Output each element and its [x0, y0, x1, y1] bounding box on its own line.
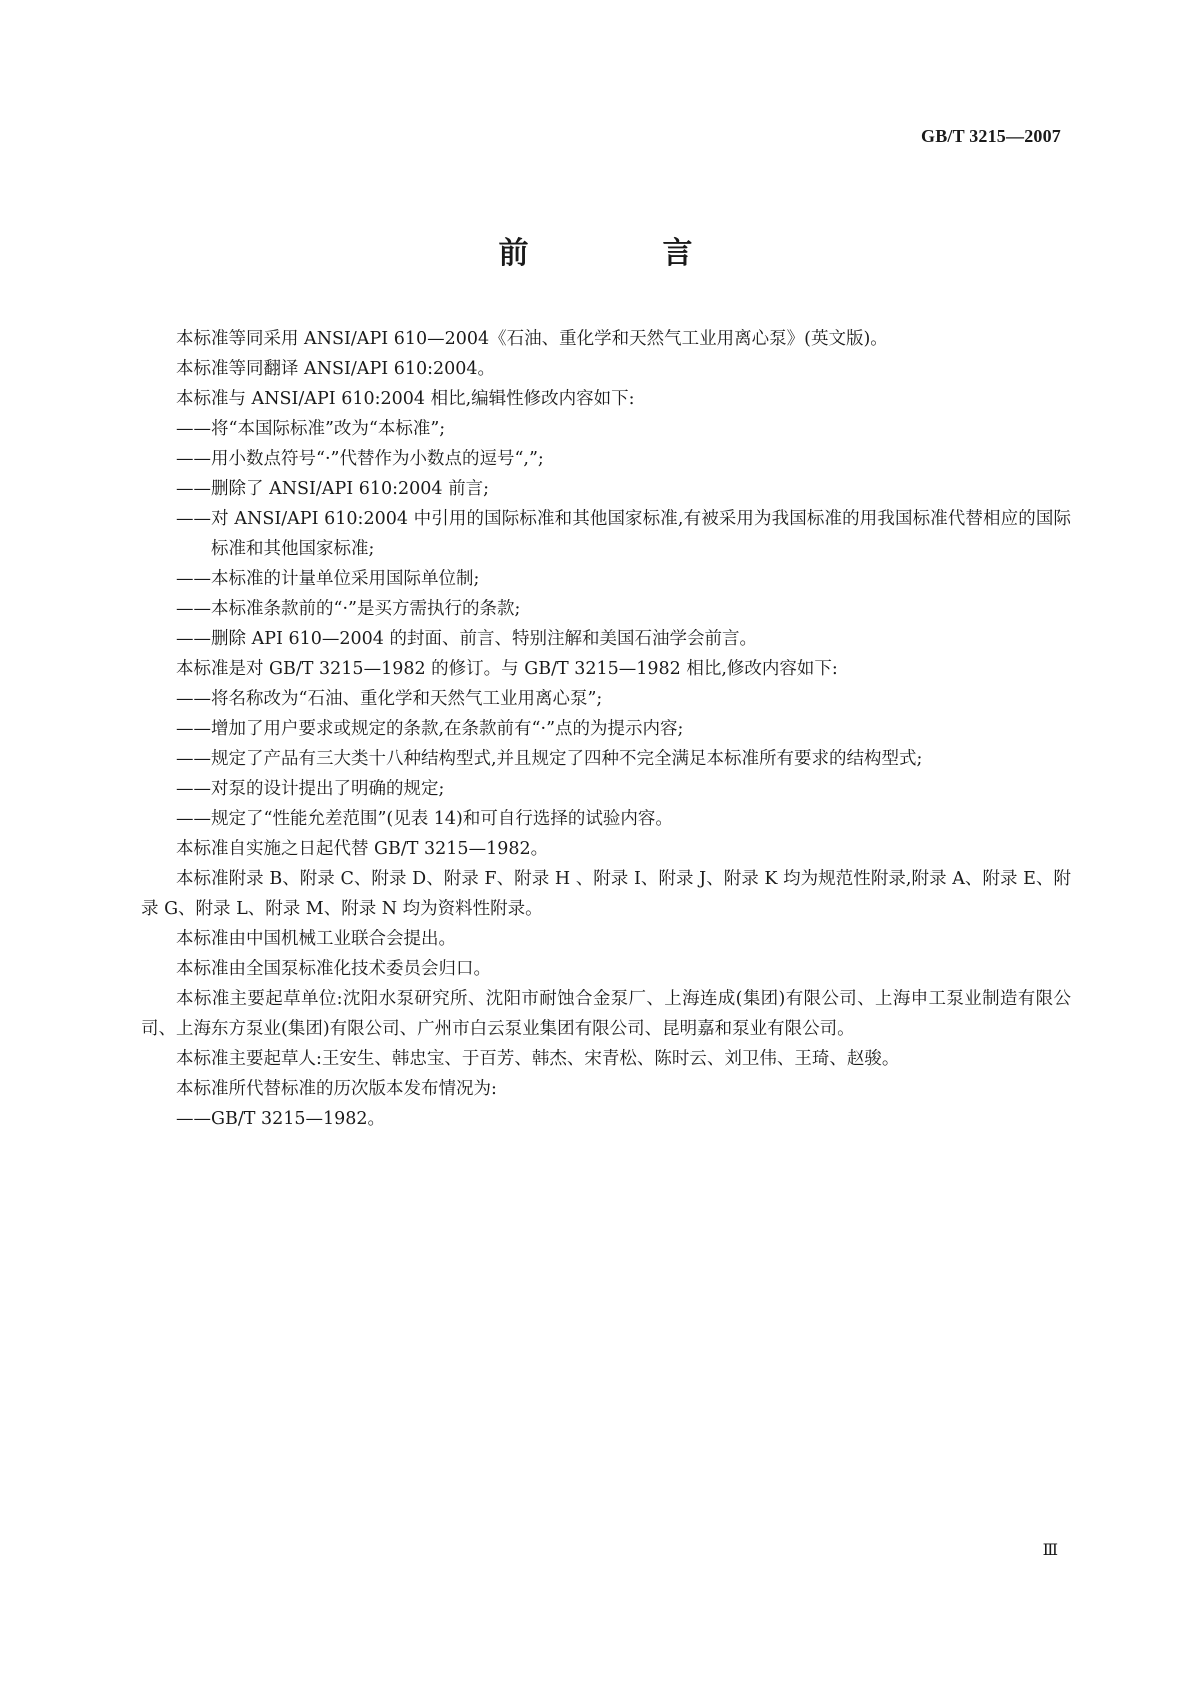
dash-item: ——删除 API 610—2004 的封面、前言、特别注解和美国石油学会前言。 [176, 629, 757, 649]
dash-item: ——规定了产品有三大类十八种结构型式,并且规定了四种不完全满足本标准所有要求的结构型式; [176, 749, 923, 769]
paragraph: 本标准主要起草人:王安生、韩忠宝、于百芳、韩杰、宋青松、陈时云、刘卫伟、王琦、赵骏。 [176, 1049, 900, 1069]
body-content [141, 324, 1071, 1134]
paragraph: 本标准附录 B、附录 C、附录 D、附录 F、附录 H 、附录 I、附录 J、附录 K 均为规范性附录,附录 A、附录 E、附录 G、附录 L、附录 M、附录 N 均为资料性附录。 [141, 869, 1071, 919]
paragraph: 本标准由中国机械工业联合会提出。 [176, 929, 456, 949]
paragraph: 本标准是对 GB/T 3215—1982 的修订。与 GB/T 3215—1982 相比,修改内容如下: [176, 659, 838, 679]
dash-item: ——本标准的计量单位采用国际单位制; [176, 569, 480, 589]
dash-item: ——将名称改为“石油、重化学和天然气工业用离心泵”; [176, 689, 603, 709]
paragraph: 本标准主要起草单位:沈阳水泵研究所、沈阳市耐蚀合金泵厂、上海连成(集团)有限公司、上海申工泵业制造有限公司、上海东方泵业(集团)有限公司、广州市白云泵业集团有限公司、昆明嘉和泵业有限公司。 [141, 989, 1071, 1039]
paragraph: 本标准所代替标准的历次版本发布情况为: [176, 1079, 497, 1099]
paragraph: 本标准由全国泵标准化技术委员会归口。 [176, 959, 491, 979]
dash-item: ——对泵的设计提出了明确的规定; [176, 779, 445, 799]
dash-item: ——规定了“性能允差范围”(见表 14)和可自行选择的试验内容。 [176, 809, 673, 829]
dash-item: ——对 ANSI/API 610:2004 中引用的国际标准和其他国家标准,有被采用为我国标准的用我国标准代替相应的国际标准和其他国家标准; [176, 509, 1071, 559]
page-number: Ⅲ [1042, 1542, 1058, 1559]
dash-item: ——删除了 ANSI/API 610:2004 前言; [176, 479, 489, 499]
paragraph: 本标准与 ANSI/API 610:2004 相比,编辑性修改内容如下: [176, 389, 635, 409]
dash-item: ——用小数点符号“·”代替作为小数点的逗号“,”; [176, 449, 544, 469]
dash-item: ——将“本国际标准”改为“本标准”; [176, 419, 446, 439]
paragraph: 本标准自实施之日起代替 GB/T 3215—1982。 [176, 839, 549, 859]
page-title: 前 言 [498, 236, 745, 271]
paragraph: 本标准等同翻译 ANSI/API 610:2004。 [176, 359, 496, 379]
dash-item: ——增加了用户要求或规定的条款,在条款前有“·”点的为提示内容; [176, 719, 684, 739]
standard-code: GB/T 3215—2007 [921, 126, 1061, 146]
dash-item: ——本标准条款前的“·”是买方需执行的条款; [176, 599, 521, 619]
paragraph: 本标准等同采用 ANSI/API 610—2004《石油、重化学和天然气工业用离心泵》(英文版)。 [176, 329, 888, 349]
dash-item: ——GB/T 3215—1982。 [176, 1109, 386, 1129]
